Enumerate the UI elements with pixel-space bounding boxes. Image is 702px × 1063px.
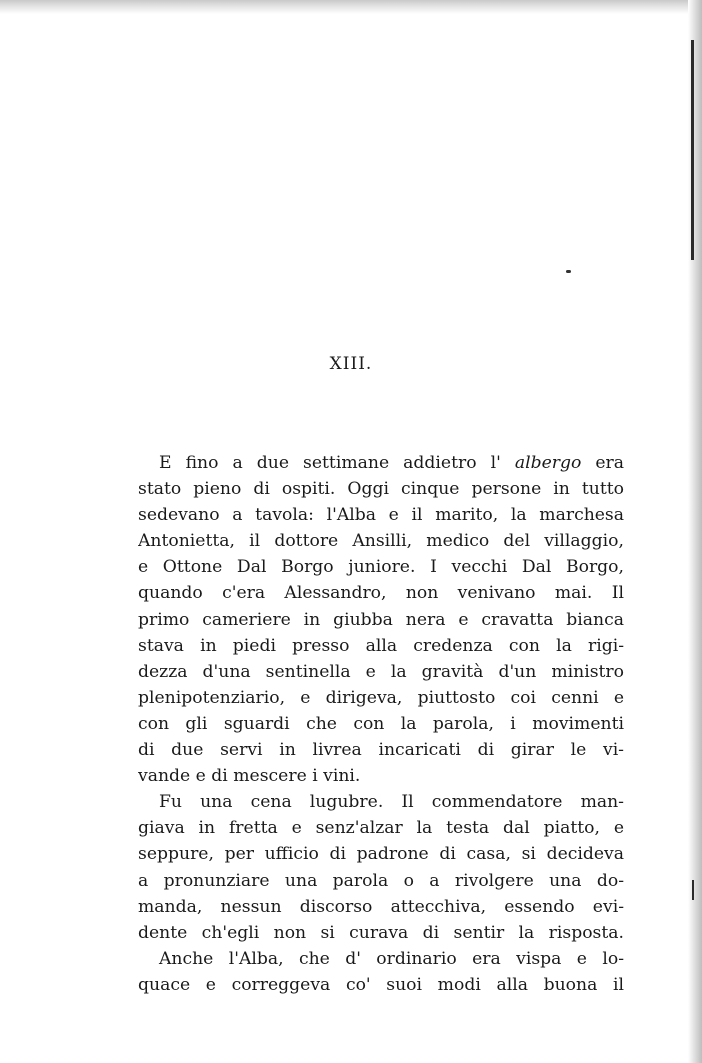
text-line-content: Anche l'Alba, che d' ordinario era vispa e lo- xyxy=(159,948,624,969)
text-line-content: quando c'era Alessandro, non venivano mai. Il xyxy=(138,583,624,604)
italic-word: albergo xyxy=(514,453,582,473)
text-line-content: a pronunziare una parola o a rivolgere una do- xyxy=(138,870,624,891)
text-line xyxy=(138,580,624,606)
text-line xyxy=(138,659,624,685)
text-line xyxy=(138,502,624,528)
text-line xyxy=(138,972,624,998)
text-line-content: seppure, per ufficio di padrone di casa, si decideva xyxy=(138,844,624,865)
text-line xyxy=(138,737,624,763)
text-line-content: plenipotenziario, e dirigeva, piuttosto coi cenni e xyxy=(138,687,624,708)
text-line xyxy=(138,920,624,946)
text-line-content: Antonietta, il dottore Ansilli, medico del villaggio, xyxy=(138,531,624,552)
text-line-content: dezza d'una sentinella e la gravità d'un ministro xyxy=(138,661,624,682)
text-line-content: primo cameriere in giubba nera e cravatta bianca xyxy=(138,609,624,630)
text-line-content: quace e correggeva co' suoi modi alla buona il xyxy=(138,974,624,995)
text-line-content: dente ch'egli non si curava di sentir la risposta. xyxy=(138,922,624,943)
text-line xyxy=(138,633,624,659)
page-edge-top xyxy=(0,0,702,14)
text-line xyxy=(138,815,624,841)
text-line xyxy=(138,789,624,815)
text-line-content: stato pieno di ospiti. Oggi cinque persone in tutto xyxy=(138,479,624,500)
text-line-content: E fino a due settimane addietro l' xyxy=(159,453,515,473)
binding-shadow xyxy=(691,40,694,260)
binding-shadow-lower xyxy=(692,880,694,900)
text-line-content: con gli sguardi che con la parola, i movimenti xyxy=(138,713,624,734)
text-line xyxy=(138,894,624,920)
text-line-content: manda, nessun discorso attecchiva, essendo evi- xyxy=(138,896,624,917)
text-line-content: sedevano a tavola: l'Alba e il marito, la marchesa xyxy=(138,505,624,526)
text-line-content: Fu una cena lugubre. Il commendatore man- xyxy=(159,792,624,813)
text-line xyxy=(138,711,624,737)
text-line xyxy=(138,763,624,789)
body-text xyxy=(138,450,624,998)
text-line xyxy=(138,946,624,972)
text-line xyxy=(138,841,624,867)
text-line xyxy=(138,607,624,633)
text-line xyxy=(138,685,624,711)
text-line-content: stava in piedi presso alla credenza con la rigi- xyxy=(138,635,624,656)
text-line-content: vande e di mescere i vini. xyxy=(138,766,361,787)
text-line xyxy=(138,450,624,476)
text-line-content: e Ottone Dal Borgo juniore. I vecchi Dal Borgo, xyxy=(138,557,624,578)
text-line xyxy=(138,554,624,580)
chapter-heading: XIII. xyxy=(329,354,373,374)
text-line xyxy=(138,476,624,502)
text-line xyxy=(138,868,624,894)
text-line-content: di due servi in livrea incaricati di girar le vi- xyxy=(138,740,624,761)
text-line xyxy=(138,528,624,554)
text-line-tail: era xyxy=(581,453,624,473)
ink-speck xyxy=(566,270,571,273)
text-line-content: giava in fretta e senz'alzar la testa dal piatto, e xyxy=(138,818,624,839)
